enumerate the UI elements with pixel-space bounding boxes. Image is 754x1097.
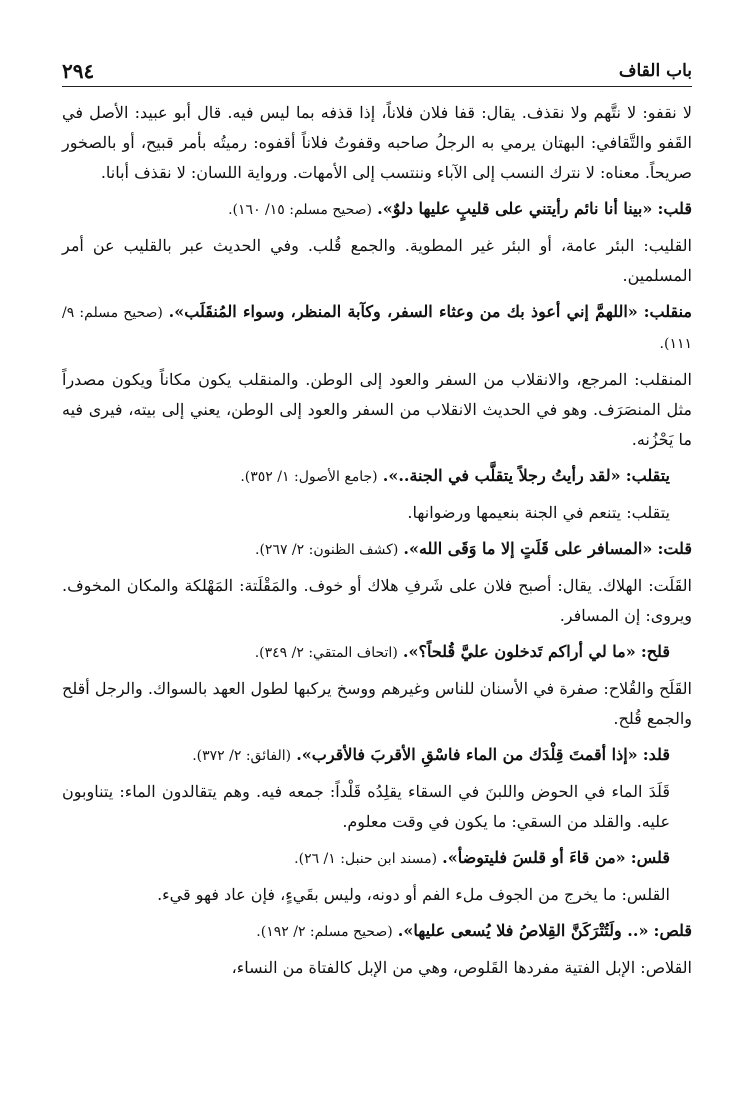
hadith-entry (62, 740, 692, 771)
hadith-quote: «إذا أقمتَ قِلْدَك من الماء فاسْقِ الأقربَ فالأقرب». (296, 745, 638, 764)
source-citation: (جامع الأصول: ١/ ٣٥٢). (240, 469, 378, 485)
paragraph: لا نقفو: لا نتَّهم ولا نقذف. يقال: قفا فلان فلاناً، إذا قذفه بما ليس فيه. قال أبو عبيد: الأصل في القَفو والتَّقافي: البهتان يرمي به الرجلُ صاحبه وقفوتُ فلاناً أقفوه: رميتُه بأمر قبيح، أو بالصخور صريحاً. معناه: لا نترك النسب إلى الآباء وننتسب إلى الأمهات. ورواية اللسان: لا نقذف أبانا. (62, 103, 692, 182)
paragraph: القلاص: الإبل الفتية مفردها القَلوص، وهي من الإبل كالفتاة من النساء، (231, 958, 692, 977)
hadith-quote: «ما لي أراكم تَدخلون عليَّ قُلحاً؟». (402, 642, 636, 661)
source-citation: (كشف الظنون: ٢/ ٢٦٧). (255, 542, 399, 558)
paragraph: يتقلب: يتنعم في الجنة بنعيمها ورضوانها. (407, 503, 670, 522)
paragraph: القلس: ما يخرج من الجوف ملء الفم أو دونه، وليس بقَيءٍ، فإن عاد فهو قيء. (157, 885, 670, 904)
hadith-entry (62, 916, 692, 947)
hadith-quote: «.. ولَتُتْرَكَنَّ القِلاصُ فلا يُسعى عليها». (397, 921, 649, 940)
source-citation: (صحيح مسلم: ١٥/ ١٦٠). (228, 202, 373, 218)
hadith-entry (62, 534, 692, 565)
hadith-entry (62, 194, 692, 225)
hadith-entry (62, 637, 692, 668)
entry-headword: قلس: (630, 848, 670, 867)
paragraph: القليب: البئر عامة، أو البئر غير المطوية. والجمع قُلب. وفي الحديث عبر بالقليب عن أمر المسلمين. (62, 236, 692, 285)
entry-headword: قلص: (653, 921, 692, 940)
source-citation: (الفائق: ٢/ ٣٧٢). (192, 748, 292, 764)
source-citation: (صحيح مسلم: ٩/ ١١١). (62, 305, 692, 352)
paragraph: القَلَح والقُلاح: صفرة في الأسنان للناس وغيرهم ووسخ يركبها لطول العهد بالسواك. والرجل أقلح والجمع قُلح. (62, 679, 692, 728)
paragraph: القَلَت: الهلاك. يقال: أصبح فلان على شَرفِ هلاك أو خوف. والمَقْلَتة: المَهْلكة والمكان المخوف. ويروى: إن المسافر. (62, 576, 693, 625)
entry-headword: يتقلب: (625, 466, 670, 485)
source-citation: (اتحاف المتقي: ٢/ ٣٤٩). (254, 645, 398, 661)
entry-headword: قلد: (642, 745, 670, 764)
hadith-quote: «لقد رأيتُ رجلاً يتقلَّب في الجنة..». (382, 466, 621, 485)
hadith-entry (62, 297, 692, 359)
source-citation: (مسند ابن حنبل: ١/ ٢٦). (294, 851, 438, 867)
page-header (62, 56, 692, 87)
hadith-quote: «من قاءَ أو قلسَ فليتوضأ». (442, 848, 626, 867)
source-citation: (صحيح مسلم: ٢/ ١٩٢). (256, 924, 393, 940)
hadith-quote: «بينا أنا نائم رأيتني على قليبٍ عليها دلوٌ». (377, 199, 653, 218)
hadith-quote: «المسافر على قَلَتٍ إلا ما وَقَى الله». (403, 539, 653, 558)
hadith-entry (62, 843, 692, 874)
entry-headword: قلت: (657, 539, 692, 558)
entry-headword: قلح: (640, 642, 670, 661)
body-text (62, 98, 692, 989)
hadith-entry (62, 461, 692, 492)
running-head: باب القاف (618, 61, 692, 81)
entry-headword: منقلب: (643, 302, 692, 321)
hadith-quote: «اللهمَّ إني أعوذ بك من وعثاء السفر، وكآبة المنظر، وسواء المُنقَلَب». (168, 302, 638, 321)
paragraph: قَلَدَ الماء في الحوض واللبنَ في السقاء يقلِدُه قَلْداً: جمعه فيه. وهم يتقالدون الماء: يتناوبون عليه. والقلد من السقي: ما يكون في وقت معلوم. (62, 782, 670, 831)
page-number: ٢٩٤ (62, 59, 95, 83)
entry-headword: قلب: (657, 199, 692, 218)
paragraph: المنقلب: المرجع، والانقلاب من السفر والعود إلى الوطن. والمنقلب يكون مكاناً ويكون مصدراً مثل المنصَرَف. وهو في الحديث الانقلاب من السفر والعود إلى الوطن، يعني إلى بيته، فيرى فيه ما يَحْزُنه. (62, 370, 692, 449)
